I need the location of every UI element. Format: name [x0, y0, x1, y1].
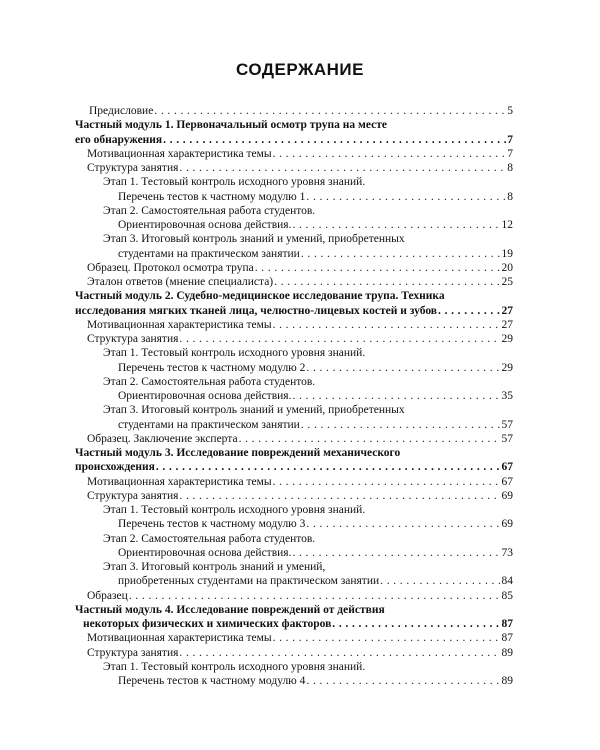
toc-entry-text: Перечень тестов к частному модулю 3: [118, 518, 306, 531]
toc-dot-leader: [301, 247, 501, 261]
toc-module-heading: [75, 289, 513, 303]
toc-entry-text: Ориентировочная основа действия.: [118, 219, 292, 231]
toc-page-number: 7: [507, 147, 513, 160]
toc-entry-text: Этап 2. Самостоятельная работа студентов.: [103, 375, 316, 388]
toc-entry-text: Структура занятия: [87, 333, 179, 345]
toc-entry-text: Частный модуль 2. Судебно-медицинское исследование трупа. Техника: [75, 290, 445, 303]
toc-page-number: 35: [501, 390, 513, 402]
toc-page-number: 87: [501, 618, 513, 630]
toc-entry: [75, 175, 513, 189]
toc-dot-leader: [179, 646, 500, 660]
toc-page-number: 73: [501, 546, 513, 559]
toc-page-number: 69: [501, 518, 513, 531]
toc-page-number: 85: [501, 589, 513, 602]
toc-dot-leader: [273, 318, 501, 332]
toc-entry: [75, 475, 513, 489]
toc-dot-leader: [306, 517, 500, 531]
toc-page-number: 19: [501, 247, 513, 260]
toc-dot-leader: [255, 261, 501, 275]
toc-entry-text: приобретенных студентами на практическом занятии: [118, 575, 380, 588]
toc-entry: [75, 332, 513, 346]
toc-module-heading: [75, 603, 513, 617]
toc-page-number: 57: [501, 432, 513, 445]
toc-entry: [75, 574, 513, 588]
toc-entry: [75, 247, 513, 261]
toc-entry-text: некоторых физических и химических факторов: [83, 618, 332, 630]
toc-entry-text: Перечень тестов к частному модулю 4: [118, 675, 306, 687]
toc-entry: [75, 204, 513, 218]
toc-dot-leader: [179, 161, 506, 175]
toc-entry-text: Перечень тестов к частному модулю 1: [118, 190, 306, 203]
toc-entry: [75, 361, 513, 375]
toc-entry-text: Этап 2. Самостоятельная работа студентов.: [103, 532, 316, 545]
toc-page-number: 29: [501, 361, 513, 374]
toc-dot-leader: [179, 489, 500, 503]
toc-entry-text: Мотивационная характеристика темы: [87, 318, 272, 331]
toc-page-number: 89: [501, 675, 513, 687]
toc-entry-text: исследования мягких тканей лица, челюстно-лицевых костей и зубов: [75, 304, 438, 317]
toc-dot-leader: [301, 418, 501, 432]
toc-entry-text: Предисловие: [89, 105, 154, 117]
toc-dot-leader: [306, 674, 500, 688]
toc-entry: [75, 190, 513, 204]
toc-entry-text: происхождения: [75, 461, 155, 474]
toc-dot-leader: [306, 361, 500, 375]
toc-entry-text: Ориентировочная основа действия.: [118, 546, 292, 559]
toc-entry-text: Этап 2. Самостоятельная работа студентов.: [103, 204, 316, 217]
toc-entry: [75, 161, 513, 175]
toc-entry: [75, 418, 513, 432]
toc-entry-text: Ориентировочная основа действия.: [118, 390, 292, 402]
toc-entry-text: Мотивационная характеристика темы: [87, 632, 272, 645]
toc-dot-leader: [292, 546, 500, 560]
toc-entry-preface: [75, 104, 513, 118]
toc-entry: [75, 589, 513, 603]
table-of-contents: [75, 104, 513, 688]
toc-page-number: 25: [501, 276, 513, 288]
toc-dot-leader: [380, 574, 500, 588]
toc-entry: [75, 546, 513, 560]
toc-entry: [75, 489, 513, 503]
toc-dot-leader: [292, 389, 500, 403]
toc-page-number: 67: [501, 475, 513, 488]
toc-entry-text: Структура занятия: [87, 489, 179, 502]
toc-entry-text: Частный модуль 1. Первоначальный осмотр трупа на месте: [75, 119, 387, 132]
toc-entry-text: Образец. Протокол осмотра трупа: [87, 261, 254, 274]
toc-entry-text: Этап 3. Итоговый контроль знаний и умений,: [103, 561, 326, 573]
toc-dot-leader: [129, 589, 501, 603]
toc-entry: [75, 147, 513, 161]
toc-page-number: 8: [507, 162, 513, 174]
toc-page-number: 7: [507, 133, 513, 146]
toc-entry-text: Образец: [87, 589, 128, 602]
toc-entry: [75, 375, 513, 389]
toc-entry: [75, 346, 513, 360]
toc-entry: [75, 631, 513, 645]
toc-entry: [75, 232, 513, 246]
toc-entry-text: Частный модуль 4. Исследование повреждений от действия: [75, 603, 385, 616]
toc-dot-leader: [306, 190, 506, 204]
toc-entry-text: Эталон ответов (мнение специалиста): [87, 276, 274, 288]
toc-entry-text: Этап 1. Тестовый контроль исходного уровня знаний.: [103, 504, 366, 516]
toc-dot-leader: [179, 332, 500, 346]
toc-page-number: 57: [501, 418, 513, 431]
toc-entry: [75, 261, 513, 275]
toc-page-number: 89: [501, 646, 513, 659]
toc-entry-text: Структура занятия: [87, 646, 179, 659]
toc-dot-leader: [332, 617, 500, 631]
toc-entry: [75, 517, 513, 531]
toc-entry: [75, 674, 513, 688]
toc-module-heading: [75, 460, 513, 474]
toc-entry-text: студентами на практическом занятии: [118, 418, 300, 431]
toc-entry: [75, 403, 513, 417]
toc-entry-text: его обнаружения: [75, 133, 163, 146]
toc-entry-text: Перечень тестов к частному модулю 2: [118, 361, 306, 374]
toc-entry: [75, 646, 513, 660]
toc-page-number: 8: [507, 190, 513, 203]
toc-page-number: 69: [501, 489, 513, 502]
toc-entry-text: Этап 1. Тестовый контроль исходного уровня знаний.: [103, 347, 366, 360]
toc-entry-text: Мотивационная характеристика темы: [87, 475, 272, 488]
toc-module-heading: [75, 617, 513, 631]
toc-entry-text: Частный модуль 3. Исследование повреждений механического: [75, 447, 401, 459]
toc-dot-leader: [163, 133, 506, 147]
page-title: СОДЕРЖАНИЕ: [236, 60, 364, 79]
toc-dot-leader: [274, 275, 500, 289]
toc-module-heading: [75, 446, 513, 460]
toc-page-number: 67: [501, 461, 513, 474]
toc-entry: [75, 389, 513, 403]
toc-page-number: 27: [501, 304, 513, 317]
toc-module-heading: [75, 118, 513, 132]
toc-module-heading: [75, 304, 513, 318]
toc-entry-text: Этап 1. Тестовый контроль исходного уровня знаний.: [103, 176, 366, 189]
toc-dot-leader: [273, 631, 501, 645]
toc-dot-leader: [292, 218, 500, 232]
toc-dot-leader: [154, 104, 506, 118]
toc-entry-text: Образец. Заключение эксперта: [87, 432, 238, 445]
toc-dot-leader: [273, 475, 501, 489]
toc-entry-text: Этап 1. Тестовый контроль исходного уровня знаний.: [103, 660, 366, 673]
toc-page-number: 12: [501, 219, 513, 231]
toc-entry: [75, 503, 513, 517]
toc-entry: [75, 532, 513, 546]
toc-dot-leader: [438, 304, 500, 318]
toc-page-number: 84: [501, 575, 513, 588]
toc-entry: [75, 275, 513, 289]
toc-page-number: 29: [501, 333, 513, 345]
toc-page-number: 20: [501, 261, 513, 274]
toc-entry: [75, 660, 513, 674]
toc-dot-leader: [156, 460, 501, 474]
toc-page-number: 5: [507, 105, 513, 117]
toc-entry-text: Этап 3. Итоговый контроль знаний и умений, приобретенных: [103, 404, 405, 417]
toc-entry: [75, 218, 513, 232]
toc-page-number: 27: [501, 318, 513, 331]
toc-dot-leader: [273, 147, 507, 161]
toc-entry: [75, 318, 513, 332]
toc-entry: [75, 432, 513, 446]
toc-entry-text: Этап 3. Итоговый контроль знаний и умений, приобретенных: [103, 233, 405, 246]
toc-page-number: 87: [501, 632, 513, 645]
toc-entry: [75, 560, 513, 574]
toc-entry-text: Мотивационная характеристика темы: [87, 147, 272, 160]
toc-entry-text: студентами на практическом занятии: [118, 247, 300, 260]
toc-dot-leader: [239, 432, 501, 446]
toc-entry-text: Структура занятия: [87, 162, 179, 174]
toc-module-heading: [75, 133, 513, 147]
